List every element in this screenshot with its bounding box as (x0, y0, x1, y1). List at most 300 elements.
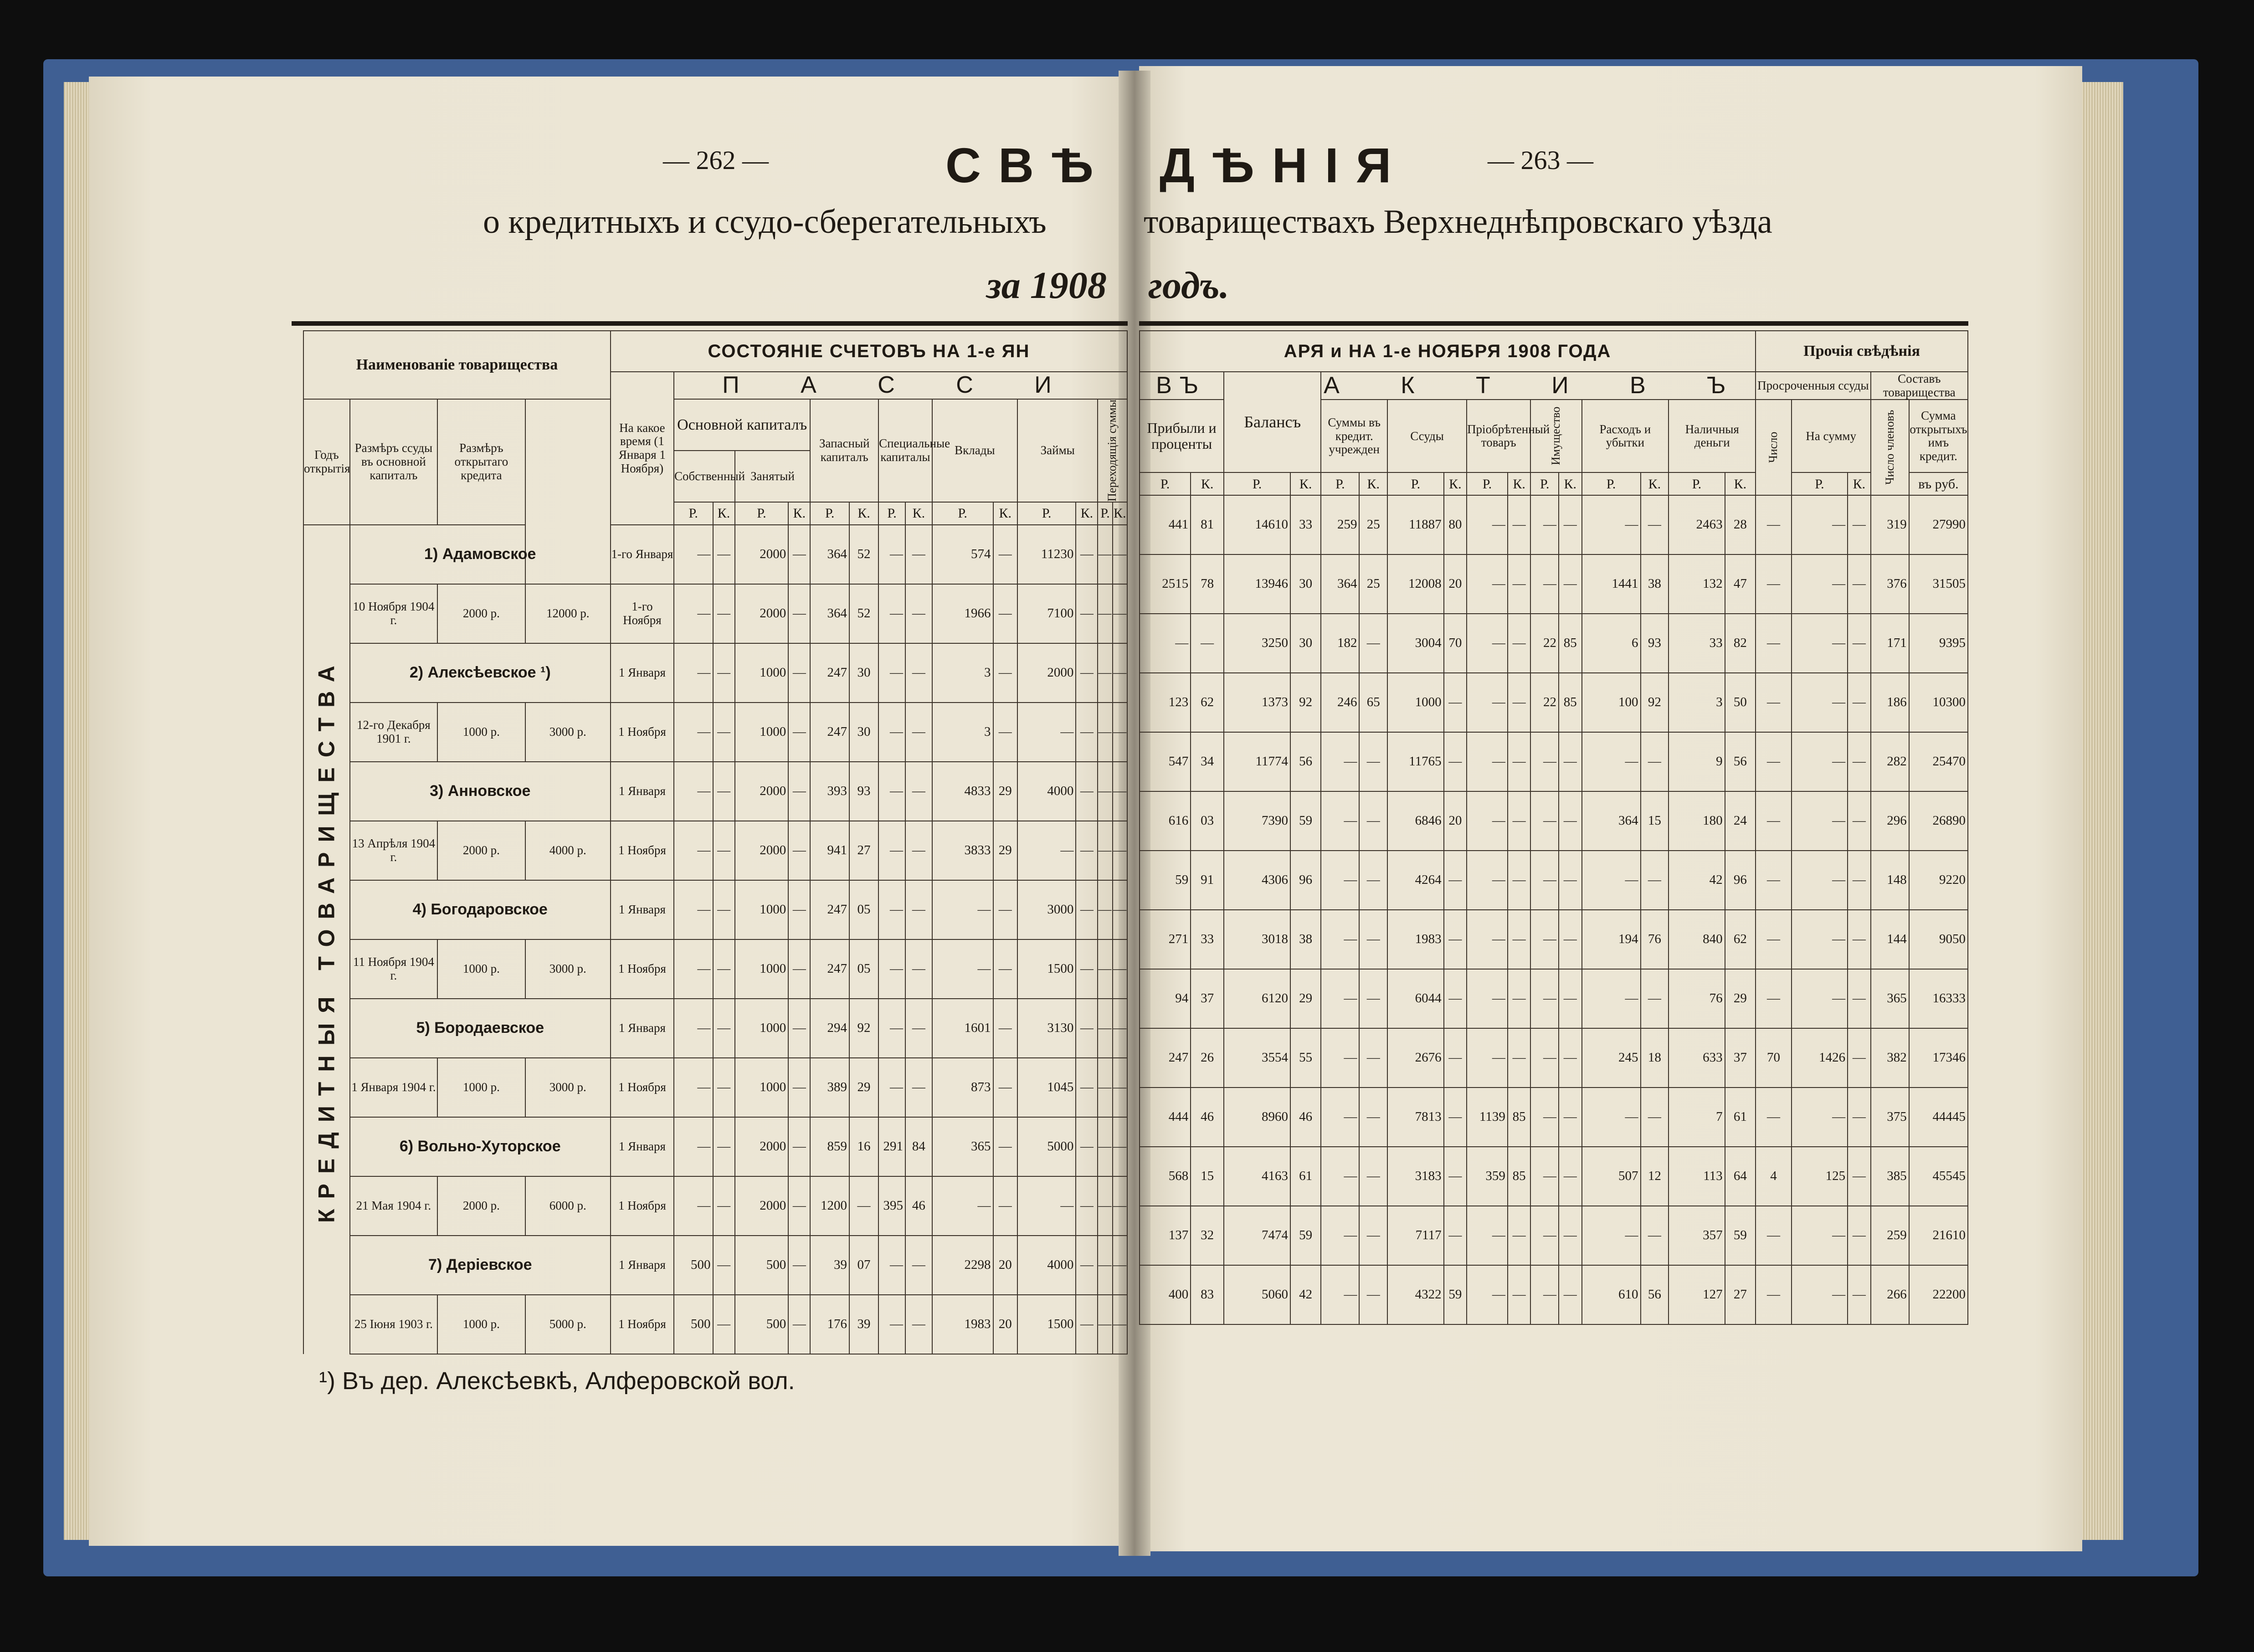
member-count: 266 (1871, 1265, 1909, 1324)
value-kop-pri: 85 (1508, 1147, 1530, 1206)
value-rub-zan: 1000 (735, 643, 789, 703)
value-kop-bal: 59 (1290, 1206, 1321, 1265)
value-kop-vkl: — (993, 643, 1017, 703)
value-kop-zap: 07 (849, 1236, 878, 1295)
kopeck-unit-label: К. (713, 502, 735, 525)
credit-size: 3000 р. (525, 939, 611, 999)
page-edges-left (64, 82, 91, 1540)
value-rub-zai: 1045 (1017, 1058, 1076, 1117)
report-date: 1 Ноября (611, 1176, 674, 1236)
value-kop-vkl: — (993, 525, 1017, 584)
value-kop-vkl: — (993, 584, 1017, 643)
value-rub-zai: 3130 (1017, 999, 1076, 1058)
value-kop-ras: — (1641, 495, 1669, 554)
value-kop-bal: 46 (1290, 1088, 1321, 1147)
value-kop-pri: — (1508, 495, 1530, 554)
kopeck-unit-label: К. (1359, 472, 1387, 495)
value-kop-zan: — (788, 584, 810, 643)
value-rub-pri: — (1467, 554, 1508, 614)
credit-size: 6000 р. (525, 1176, 611, 1236)
value-rub-zan: 2000 (735, 525, 789, 584)
value-rub-nal: 9 (1669, 732, 1725, 791)
header-pribyli: Прибыли и проценты (1140, 400, 1224, 472)
value-rub-imu: — (1530, 969, 1559, 1028)
report-date: 1 Ноября (611, 703, 674, 762)
association-name: 6) Вольно-Хуторское (350, 1117, 611, 1176)
value-kop-zap: 05 (849, 939, 878, 999)
value-rub-sob: — (674, 821, 713, 880)
ruble-unit-label: Р. (810, 502, 849, 525)
association-name: 2) Алексѣевское ¹) (350, 643, 611, 703)
value-kop-spec: — (905, 1295, 932, 1354)
table-row (303, 1295, 1127, 1354)
unit-rub-label: въ руб. (1909, 472, 1968, 495)
value-rub-ssu: 1983 (1387, 910, 1443, 969)
value-rub-vkl: — (932, 939, 993, 999)
value-kop-zai: — (1076, 584, 1098, 643)
value-kop-ssu: — (1444, 1147, 1467, 1206)
header-passive: П А С С И (674, 372, 1127, 399)
value-rub-per: — (1098, 939, 1112, 999)
value-rub-imu: 22 (1530, 673, 1559, 732)
value-rub-bal: 5060 (1224, 1265, 1290, 1324)
header-loan-size: Размѣръ ссуды въ основной капиталъ (350, 399, 438, 525)
overdue-count: — (1756, 554, 1792, 614)
value-rub-sob: — (674, 999, 713, 1058)
value-rub-prib: 616 (1140, 791, 1191, 851)
value-kop-zap: 30 (849, 643, 878, 703)
header-summa-otkr: Сумма открытыхъ имъ кредит. (1909, 400, 1968, 472)
value-kop-imu: — (1559, 1147, 1581, 1206)
value-rub-zai: 4000 (1017, 1236, 1076, 1295)
credit-opened-sum: 10300 (1909, 673, 1968, 732)
value-kop-spec: — (905, 1058, 932, 1117)
value-kop-sob: — (713, 1117, 735, 1176)
credit-opened-sum: 9220 (1909, 851, 1968, 910)
title-right-part: ДѢНІЯ (1160, 138, 1409, 193)
value-rub-zan: 2000 (735, 762, 789, 821)
header-prosroch: Просроченныя ссуды (1756, 372, 1870, 400)
value-rub-pri: — (1467, 1265, 1508, 1324)
member-count: 375 (1871, 1088, 1909, 1147)
value-rub-nal: 33 (1669, 614, 1725, 673)
value-kop-ras: — (1641, 969, 1669, 1028)
value-rub-sum: — (1321, 791, 1359, 851)
table-row (303, 762, 1127, 821)
value-rub-zan: 2000 (735, 1117, 789, 1176)
value-kop-bal: 92 (1290, 673, 1321, 732)
kopeck-unit-label: К. (788, 502, 810, 525)
value-rub-zai: 1500 (1017, 1295, 1076, 1354)
value-rub-ras: 610 (1582, 1265, 1641, 1324)
value-kop-per: — (1113, 703, 1127, 762)
value-rub-ras: 100 (1582, 673, 1641, 732)
value-rub-pri: 1139 (1467, 1088, 1508, 1147)
member-count: 319 (1871, 495, 1909, 554)
value-kop-zan: — (788, 939, 810, 999)
value-kop-ras: 93 (1641, 614, 1669, 673)
value-rub-sob: 500 (674, 1295, 713, 1354)
report-date: 1 Января (611, 880, 674, 939)
value-kop-imu: — (1559, 969, 1581, 1028)
value-rub-zai: 3000 (1017, 880, 1076, 939)
title-left-part: СВѢ (945, 138, 1111, 193)
ruble-unit-label: Р. (735, 502, 789, 525)
value-kop-nal: 62 (1725, 910, 1756, 969)
value-kop-imu: — (1559, 910, 1581, 969)
value-rub-pri: — (1467, 791, 1508, 851)
table-row (1140, 910, 1968, 969)
value-kop-zan: — (788, 1117, 810, 1176)
value-rub-sob: — (674, 1117, 713, 1176)
value-rub-prib: 271 (1140, 910, 1191, 969)
value-kop-per: — (1113, 999, 1127, 1058)
value-rub-sob: — (674, 643, 713, 703)
overdue-sum-rub: — (1792, 732, 1848, 791)
value-rub-prib: 568 (1140, 1147, 1191, 1206)
value-kop-per: — (1113, 584, 1127, 643)
value-kop-spec: — (905, 880, 932, 939)
table-row (303, 939, 1127, 999)
member-count: 144 (1871, 910, 1909, 969)
table-row (1140, 969, 1968, 1028)
value-kop-ras: 12 (1641, 1147, 1669, 1206)
value-rub-zai: 11230 (1017, 525, 1076, 584)
left-data-table (303, 330, 1128, 1354)
ruble-unit-label: Р. (878, 502, 905, 525)
value-kop-bal: 33 (1290, 495, 1321, 554)
value-rub-spec: — (878, 1236, 905, 1295)
value-rub-nal: 113 (1669, 1147, 1725, 1206)
value-kop-zan: — (788, 703, 810, 762)
value-rub-vkl: — (932, 880, 993, 939)
value-kop-zai: — (1076, 939, 1098, 999)
value-kop-ras: 76 (1641, 910, 1669, 969)
value-rub-nal: 357 (1669, 1206, 1725, 1265)
value-rub-per: — (1098, 1117, 1112, 1176)
value-rub-sob: — (674, 762, 713, 821)
report-date: 1 Января (611, 643, 674, 703)
member-count: 259 (1871, 1206, 1909, 1265)
value-rub-bal: 14610 (1224, 495, 1290, 554)
value-rub-imu: — (1530, 554, 1559, 614)
overdue-count: — (1756, 969, 1792, 1028)
value-kop-pri: — (1508, 791, 1530, 851)
value-rub-zap: 176 (810, 1295, 849, 1354)
overdue-sum-rub: — (1792, 910, 1848, 969)
overdue-sum-kop: — (1848, 554, 1870, 614)
overdue-sum-kop: — (1848, 1265, 1870, 1324)
value-rub-ssu: 4264 (1387, 851, 1443, 910)
value-rub-vkl: 574 (932, 525, 993, 584)
credit-opened-sum: 27990 (1909, 495, 1968, 554)
table-row (303, 1176, 1127, 1236)
header-sobstv: Собственный (674, 451, 735, 502)
member-count: 365 (1871, 969, 1909, 1028)
value-rub-ssu: 6846 (1387, 791, 1443, 851)
value-kop-per: — (1113, 821, 1127, 880)
value-rub-zap: 1200 (810, 1176, 849, 1236)
value-rub-zai: — (1017, 1176, 1076, 1236)
header-ssudy: Ссуды (1387, 400, 1467, 472)
value-kop-vkl: — (993, 1117, 1017, 1176)
value-rub-pri: — (1467, 851, 1508, 910)
value-rub-vkl: 2298 (932, 1236, 993, 1295)
value-kop-imu: — (1559, 791, 1581, 851)
page-number-left: — 262 — (663, 145, 769, 175)
value-rub-sob: — (674, 939, 713, 999)
value-kop-sum: 25 (1359, 495, 1387, 554)
kopeck-unit-label: К. (1641, 472, 1669, 495)
value-kop-zai: — (1076, 1058, 1098, 1117)
value-rub-ras: — (1582, 1206, 1641, 1265)
value-kop-zan: — (788, 821, 810, 880)
value-kop-zai: — (1076, 703, 1098, 762)
member-count: 382 (1871, 1028, 1909, 1088)
value-rub-imu: — (1530, 1088, 1559, 1147)
value-kop-ssu: — (1444, 673, 1467, 732)
value-rub-zap: 294 (810, 999, 849, 1058)
value-kop-ras: — (1641, 1088, 1669, 1147)
value-rub-ssu: 3004 (1387, 614, 1443, 673)
value-kop-zap: 16 (849, 1117, 878, 1176)
value-kop-pri: — (1508, 1206, 1530, 1265)
value-kop-zai: — (1076, 999, 1098, 1058)
value-kop-vkl: 29 (993, 821, 1017, 880)
year-opened: 10 Ноября 1904 г. (350, 584, 438, 643)
overdue-sum-kop: — (1848, 851, 1870, 910)
overdue-sum-kop: — (1848, 732, 1870, 791)
value-rub-ssu: 4322 (1387, 1265, 1443, 1324)
association-name: 7) Деріевское (350, 1236, 611, 1295)
value-kop-sum: — (1359, 910, 1387, 969)
value-kop-nal: 96 (1725, 851, 1756, 910)
value-rub-prib: 137 (1140, 1206, 1191, 1265)
value-kop-sum: — (1359, 1028, 1387, 1088)
table-row (1140, 732, 1968, 791)
header-sostav: Составъ товарищества (1871, 372, 1968, 400)
value-kop-ras: 92 (1641, 673, 1669, 732)
value-rub-zan: 2000 (735, 821, 789, 880)
value-kop-prib: 83 (1191, 1265, 1224, 1324)
value-rub-pri: — (1467, 969, 1508, 1028)
value-rub-ras: 245 (1582, 1028, 1641, 1088)
right-data-table (1139, 330, 1968, 1325)
year-opened: 25 Іюня 1903 г. (350, 1295, 438, 1354)
ruble-unit-label: Р. (1582, 472, 1641, 495)
overdue-sum-rub: 1426 (1792, 1028, 1848, 1088)
overdue-sum-kop: — (1848, 673, 1870, 732)
value-kop-sob: — (713, 1236, 735, 1295)
value-kop-ras: 15 (1641, 791, 1669, 851)
value-rub-sob: — (674, 703, 713, 762)
table-row (303, 643, 1127, 703)
value-kop-zai: — (1076, 880, 1098, 939)
value-kop-spec: — (905, 821, 932, 880)
value-rub-sum: — (1321, 732, 1359, 791)
value-kop-nal: 82 (1725, 614, 1756, 673)
value-kop-spec: 46 (905, 1176, 932, 1236)
value-rub-per: — (1098, 1236, 1112, 1295)
value-kop-nal: 29 (1725, 969, 1756, 1028)
value-kop-zai: — (1076, 762, 1098, 821)
credit-opened-sum: 22200 (1909, 1265, 1968, 1324)
value-kop-prib: 81 (1191, 495, 1224, 554)
value-kop-spec: — (905, 762, 932, 821)
value-rub-zap: 39 (810, 1236, 849, 1295)
value-kop-sum: — (1359, 1147, 1387, 1206)
value-kop-vkl: 20 (993, 1236, 1017, 1295)
value-rub-vkl: — (932, 1176, 993, 1236)
report-date: 1 Ноября (611, 821, 674, 880)
value-rub-bal: 7390 (1224, 791, 1290, 851)
value-kop-sum: — (1359, 791, 1387, 851)
value-rub-zai: 4000 (1017, 762, 1076, 821)
top-rule-left (292, 321, 1128, 326)
value-kop-prib: 37 (1191, 969, 1224, 1028)
value-kop-imu: — (1559, 1028, 1581, 1088)
value-rub-sum: 364 (1321, 554, 1359, 614)
value-rub-imu: — (1530, 1265, 1559, 1324)
value-rub-nal: 7 (1669, 1088, 1725, 1147)
overdue-sum-kop: — (1848, 910, 1870, 969)
header-state-left: СОСТОЯНІЕ СЧЕТОВЪ НА 1-е ЯН (611, 331, 1127, 372)
credit-size: 12000 р. (525, 584, 611, 643)
value-rub-sob: — (674, 1058, 713, 1117)
value-rub-nal: 132 (1669, 554, 1725, 614)
credit-opened-sum: 45545 (1909, 1147, 1968, 1206)
value-rub-spec: — (878, 939, 905, 999)
overdue-count: — (1756, 851, 1792, 910)
value-rub-ssu: 2676 (1387, 1028, 1443, 1088)
value-rub-zap: 941 (810, 821, 849, 880)
value-rub-per: — (1098, 525, 1112, 584)
value-kop-sob: — (713, 762, 735, 821)
value-kop-vkl: — (993, 703, 1017, 762)
value-kop-ssu: 20 (1444, 791, 1467, 851)
value-kop-prib: 62 (1191, 673, 1224, 732)
credit-opened-sum: 26890 (1909, 791, 1968, 851)
value-rub-sob: — (674, 1176, 713, 1236)
header-credit-size: Размѣръ открытаго кредита (437, 399, 525, 525)
value-rub-sum: — (1321, 1206, 1359, 1265)
value-rub-spec: — (878, 643, 905, 703)
value-kop-imu: — (1559, 1206, 1581, 1265)
header-priobr: Пріобрѣтенный товаръ (1467, 400, 1530, 472)
value-rub-sum: 246 (1321, 673, 1359, 732)
value-kop-bal: 61 (1290, 1147, 1321, 1206)
value-rub-spec: — (878, 880, 905, 939)
value-kop-spec: — (905, 939, 932, 999)
overdue-count: — (1756, 614, 1792, 673)
value-rub-prib: 247 (1140, 1028, 1191, 1088)
value-kop-pri: — (1508, 1265, 1530, 1324)
header-passive-tail: ВЪ (1140, 372, 1224, 400)
ruble-unit-label: Р. (1387, 472, 1443, 495)
value-rub-per: — (1098, 1058, 1112, 1117)
value-kop-sum: — (1359, 614, 1387, 673)
value-kop-pri: — (1508, 673, 1530, 732)
table-row (303, 525, 1127, 584)
value-rub-zai: — (1017, 703, 1076, 762)
value-kop-nal: 50 (1725, 673, 1756, 732)
value-kop-imu: — (1559, 851, 1581, 910)
value-kop-ssu: — (1444, 732, 1467, 791)
table-row (303, 1236, 1127, 1295)
value-rub-pri: — (1467, 1206, 1508, 1265)
value-rub-imu: — (1530, 851, 1559, 910)
value-rub-pri: — (1467, 614, 1508, 673)
overdue-count: — (1756, 910, 1792, 969)
value-rub-ras: 364 (1582, 791, 1641, 851)
value-rub-per: — (1098, 584, 1112, 643)
value-kop-zap: 30 (849, 703, 878, 762)
value-kop-sob: — (713, 999, 735, 1058)
value-kop-ras: 38 (1641, 554, 1669, 614)
value-kop-ssu: — (1444, 910, 1467, 969)
association-name: 1) Адамовское (350, 525, 611, 584)
value-kop-sob: — (713, 880, 735, 939)
ruble-unit-label: Р. (1098, 502, 1112, 525)
header-summy: Суммы въ кредит. учрежден (1321, 400, 1387, 472)
value-rub-prib: 441 (1140, 495, 1191, 554)
value-kop-bal: 59 (1290, 791, 1321, 851)
overdue-count: — (1756, 1265, 1792, 1324)
value-rub-zai: 1500 (1017, 939, 1076, 999)
table-row (1140, 495, 1968, 554)
overdue-sum-rub: — (1792, 1265, 1848, 1324)
value-kop-sob: — (713, 1295, 735, 1354)
loan-size: 2000 р. (437, 584, 525, 643)
value-rub-per: — (1098, 643, 1112, 703)
value-rub-bal: 11774 (1224, 732, 1290, 791)
value-rub-vkl: 1601 (932, 999, 993, 1058)
value-kop-ssu: 20 (1444, 554, 1467, 614)
value-kop-zap: 29 (849, 1058, 878, 1117)
overdue-sum-kop: — (1848, 969, 1870, 1028)
value-kop-spec: — (905, 525, 932, 584)
value-kop-pri: — (1508, 851, 1530, 910)
header-name-group: Наименованіе товарищества (303, 331, 611, 399)
kopeck-unit-label: К. (849, 502, 878, 525)
value-rub-nal: 2463 (1669, 495, 1725, 554)
association-name: 4) Богодаровское (350, 880, 611, 939)
ruble-unit-label: Р. (1530, 472, 1559, 495)
value-kop-zan: — (788, 643, 810, 703)
value-kop-zai: — (1076, 821, 1098, 880)
value-kop-zan: — (788, 1176, 810, 1236)
table-row (1140, 1028, 1968, 1088)
value-rub-ssu: 7117 (1387, 1206, 1443, 1265)
year-opened: 21 Мая 1904 г. (350, 1176, 438, 1236)
member-count: 376 (1871, 554, 1909, 614)
value-rub-ssu: 6044 (1387, 969, 1443, 1028)
report-date: 1 Января (611, 762, 674, 821)
value-kop-spec: — (905, 1236, 932, 1295)
value-rub-per: — (1098, 762, 1112, 821)
value-rub-spec: — (878, 703, 905, 762)
value-rub-imu: — (1530, 732, 1559, 791)
report-date: 1-го Января (611, 525, 674, 584)
header-state-right: АРЯ и НА 1-е НОЯБРЯ 1908 ГОДА (1140, 331, 1756, 372)
value-rub-per: — (1098, 880, 1112, 939)
loan-size: 2000 р. (437, 821, 525, 880)
value-rub-bal: 4306 (1224, 851, 1290, 910)
subtitle-left: о кредитныхъ и ссудо-сберегательныхъ (483, 203, 1047, 241)
overdue-count: — (1756, 1088, 1792, 1147)
value-kop-zan: — (788, 1295, 810, 1354)
value-kop-zai: — (1076, 1117, 1098, 1176)
